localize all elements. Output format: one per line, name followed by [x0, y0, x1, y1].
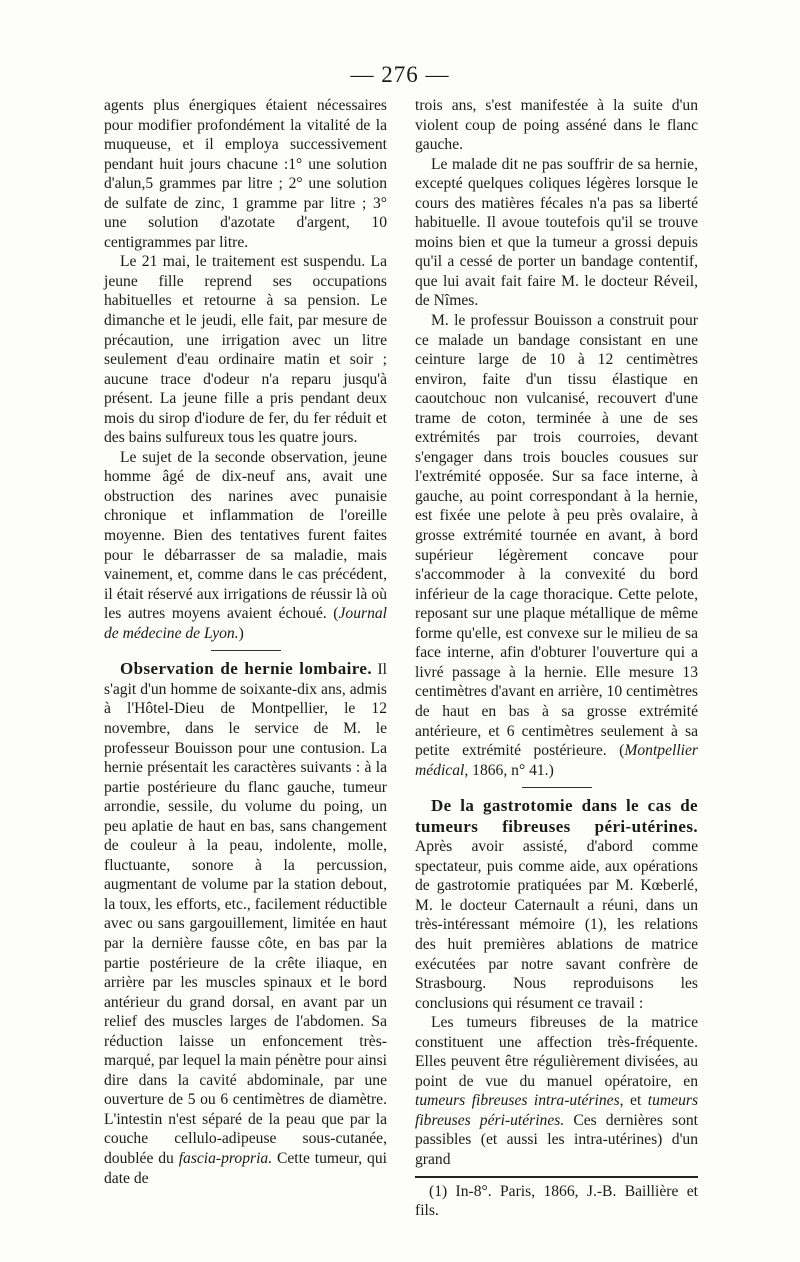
paragraph — [104, 448, 387, 643]
paragraph-text: Cette tumeur, qui date de — [104, 1149, 387, 1187]
paragraph-text: Les tumeurs fibreuses de la matrice constituent une affection très-fréquente. Elles peuvent être régulièrement divisées, au point de vue du manuel opératoire, en — [415, 1014, 698, 1090]
paragraph — [415, 1013, 698, 1169]
paragraph-text: Ces dernières sont passibles (et aussi les intra-utérines) d'un grand — [415, 1111, 698, 1168]
page-number: — 276 — — [350, 62, 450, 87]
article-heading: Observation de hernie lombaire. — [120, 659, 372, 679]
footnote — [415, 1182, 698, 1221]
paragraph-text: Le sujet de la seconde observation, jeune homme âgé de dix-neuf ans, avait une obstruction des narines avec punaisie chronique et inflammation de l'oreille moyenne. Bien des tentatives furent faites pour le débarrasser de sa maladie, mais vainement, et, comme dans le cas précédent, il était réservé aux irrigations de réussir là où les autres moyens avaient échoué. ( — [104, 448, 387, 623]
article-heading: De la gastrotomie dans le cas de tumeurs fibreuses péri-utérines. — [415, 796, 698, 836]
emphasis: fascia-propria. — [178, 1149, 273, 1167]
left-column — [104, 96, 387, 1188]
emphasis: tumeurs fibreuses intra-utérines — [415, 1092, 620, 1110]
article-paragraph — [104, 659, 387, 1188]
paragraph: trois ans, s'est manifestée à la suite d'un violent coup de poing asséné dans le flanc gauche. — [415, 97, 698, 154]
right-column — [415, 96, 698, 1221]
section-divider — [211, 650, 281, 651]
paragraph-text: M. le professur Bouisson a construit pour ce malade un bandage consistant en une ceinture large de 10 à 12 centimètres environ, faite d'un tissu élastique en caoutchouc non vulcanisé, recouvert d'une trame de coton, terminée à une de ses extrémités par trois courroies, devant s'engager dans trois boucles cousues sur l'extrémité opposée. Sur sa face interne, à gauche, au point correspondant à la hernie, est fixée une pelote à peu près ovalaire, à grosse extrémité tournée en avant, à bord supérieur légèrement concave pour s'accommoder à la convexité du bord inférieur de la cage thoracique. Cette pelote, reposant sur une plaque métallique de même forme qu'elle, est convexe sur le milieu de sa face interne, afin d'obturer l'ouverture qui a livré passage à la hernie. Elle mesure 13 centimètres d'avant en arrière, 10 centimètres de haut en bas à sa grosse extrémité antérieure, et 6 centimètres seulement à sa petite extrémité postérieure. ( — [415, 312, 698, 760]
emphasis: tumeurs fibreuses péri-utérines. — [415, 1092, 699, 1129]
section-divider — [522, 787, 592, 788]
paragraph-text: 1866, n° 41.) — [468, 761, 554, 779]
footnote-divider — [415, 1176, 698, 1178]
paragraph-text: , et — [619, 1092, 648, 1110]
paragraph-text: Il s'agit d'un homme de soixante-dix ans, admis à l'Hôtel-Dieu de Montpellier, le 12 novembre, dans le service de M. le professeur Bouisson pour une contusion. La hernie présentait les caractères suivants : à la partie postérieure du flanc gauche, tumeur arrondie, sessile, du volume du poing, un peu aplatie de haut en bas, sans changement de couleur à la peau, indolente, molle, fluctuante, sonore à la percussion, augmentant de volume par la station debout, la toux, les efforts, etc., facilement réductible avec ou sans gargouillement, limitée en haut par la dernière fausse côte, en bas par la partie postérieure de la crête iliaque, en arrière par les muscles spinaux et le bord antérieur du grand dorsal, en avant par un relief des muscles larges de l'abdomen. Sa réduction laisse un enfoncement très-marqué, par lequel la main pénètre pour ainsi dire dans la cavité abdominale, par une ouverture de 5 ou 6 centimètres de diamètre. L'intestin n'est séparé de la peau que par la couche cellulo-adipeuse sous-cutanée, doublée du — [104, 661, 387, 1167]
paragraph-text: ) — [238, 624, 244, 642]
footnote-text: (1) In-8°. Paris, 1866, J.-B. Baillière et fils. — [415, 1182, 698, 1220]
paragraph-text: Après avoir assisté, d'abord comme spectateur, puis comme aide, aux opérations de gastrotomie pratiquées par M. Kœberlé, M. le docteur Caternault a réuni, dans un très-intéressant mémoire (1), les relations des huit premières ablations de matrice exécutées par notre savant confrère de Strasbourg. Nous reproduisons les conclusions qui résument ce travail : — [415, 838, 698, 1012]
paragraph: Le 21 mai, le traitement est suspendu. La jeune fille reprend ses occupations habituelles et retourne à sa pension. Le dimanche et le jeudi, elle fait, par mesure de précaution, une irrigation avec un litre seulement d'eau ordinaire matin et soir ; aucune trace d'odeur n'a reparu jusqu'à présent. La jeune fille a pris pendant deux mois du sirop d'iodure de fer, du fer réduit et des bains sulfureux tous les quatre jours. — [104, 253, 387, 447]
paragraph — [415, 311, 698, 780]
paragraph: agents plus énergiques étaient nécessaires pour modifier profondément la vitalité de la muqueuse, et il employa successivement pendant huit jours chacune :1° une solution d'alun,5 grammes par litre ; 2° une solution de sulfate de zinc, 1 gramme par litre ; 3° une solution d'azotate d'argent, 10 centigrammes par litre. — [104, 97, 387, 251]
source-citation: Journal de médecine de Lyon. — [104, 605, 387, 642]
article-paragraph — [415, 796, 698, 1013]
source-citation: Montpellier médical, — [415, 742, 698, 779]
paragraph: Le malade dit ne pas souffrir de sa hernie, excepté quelques coliques légères lorsque le cours des matières fécales n'a pas sa liberté habituelle. Il avoue toutefois qu'il se trouve moins bien et que la tumeur a grossi depuis qu'il a cessé de porter un bandage contentif, que lui avait fait faire M. le docteur Réveil, de Nîmes. — [415, 155, 698, 310]
